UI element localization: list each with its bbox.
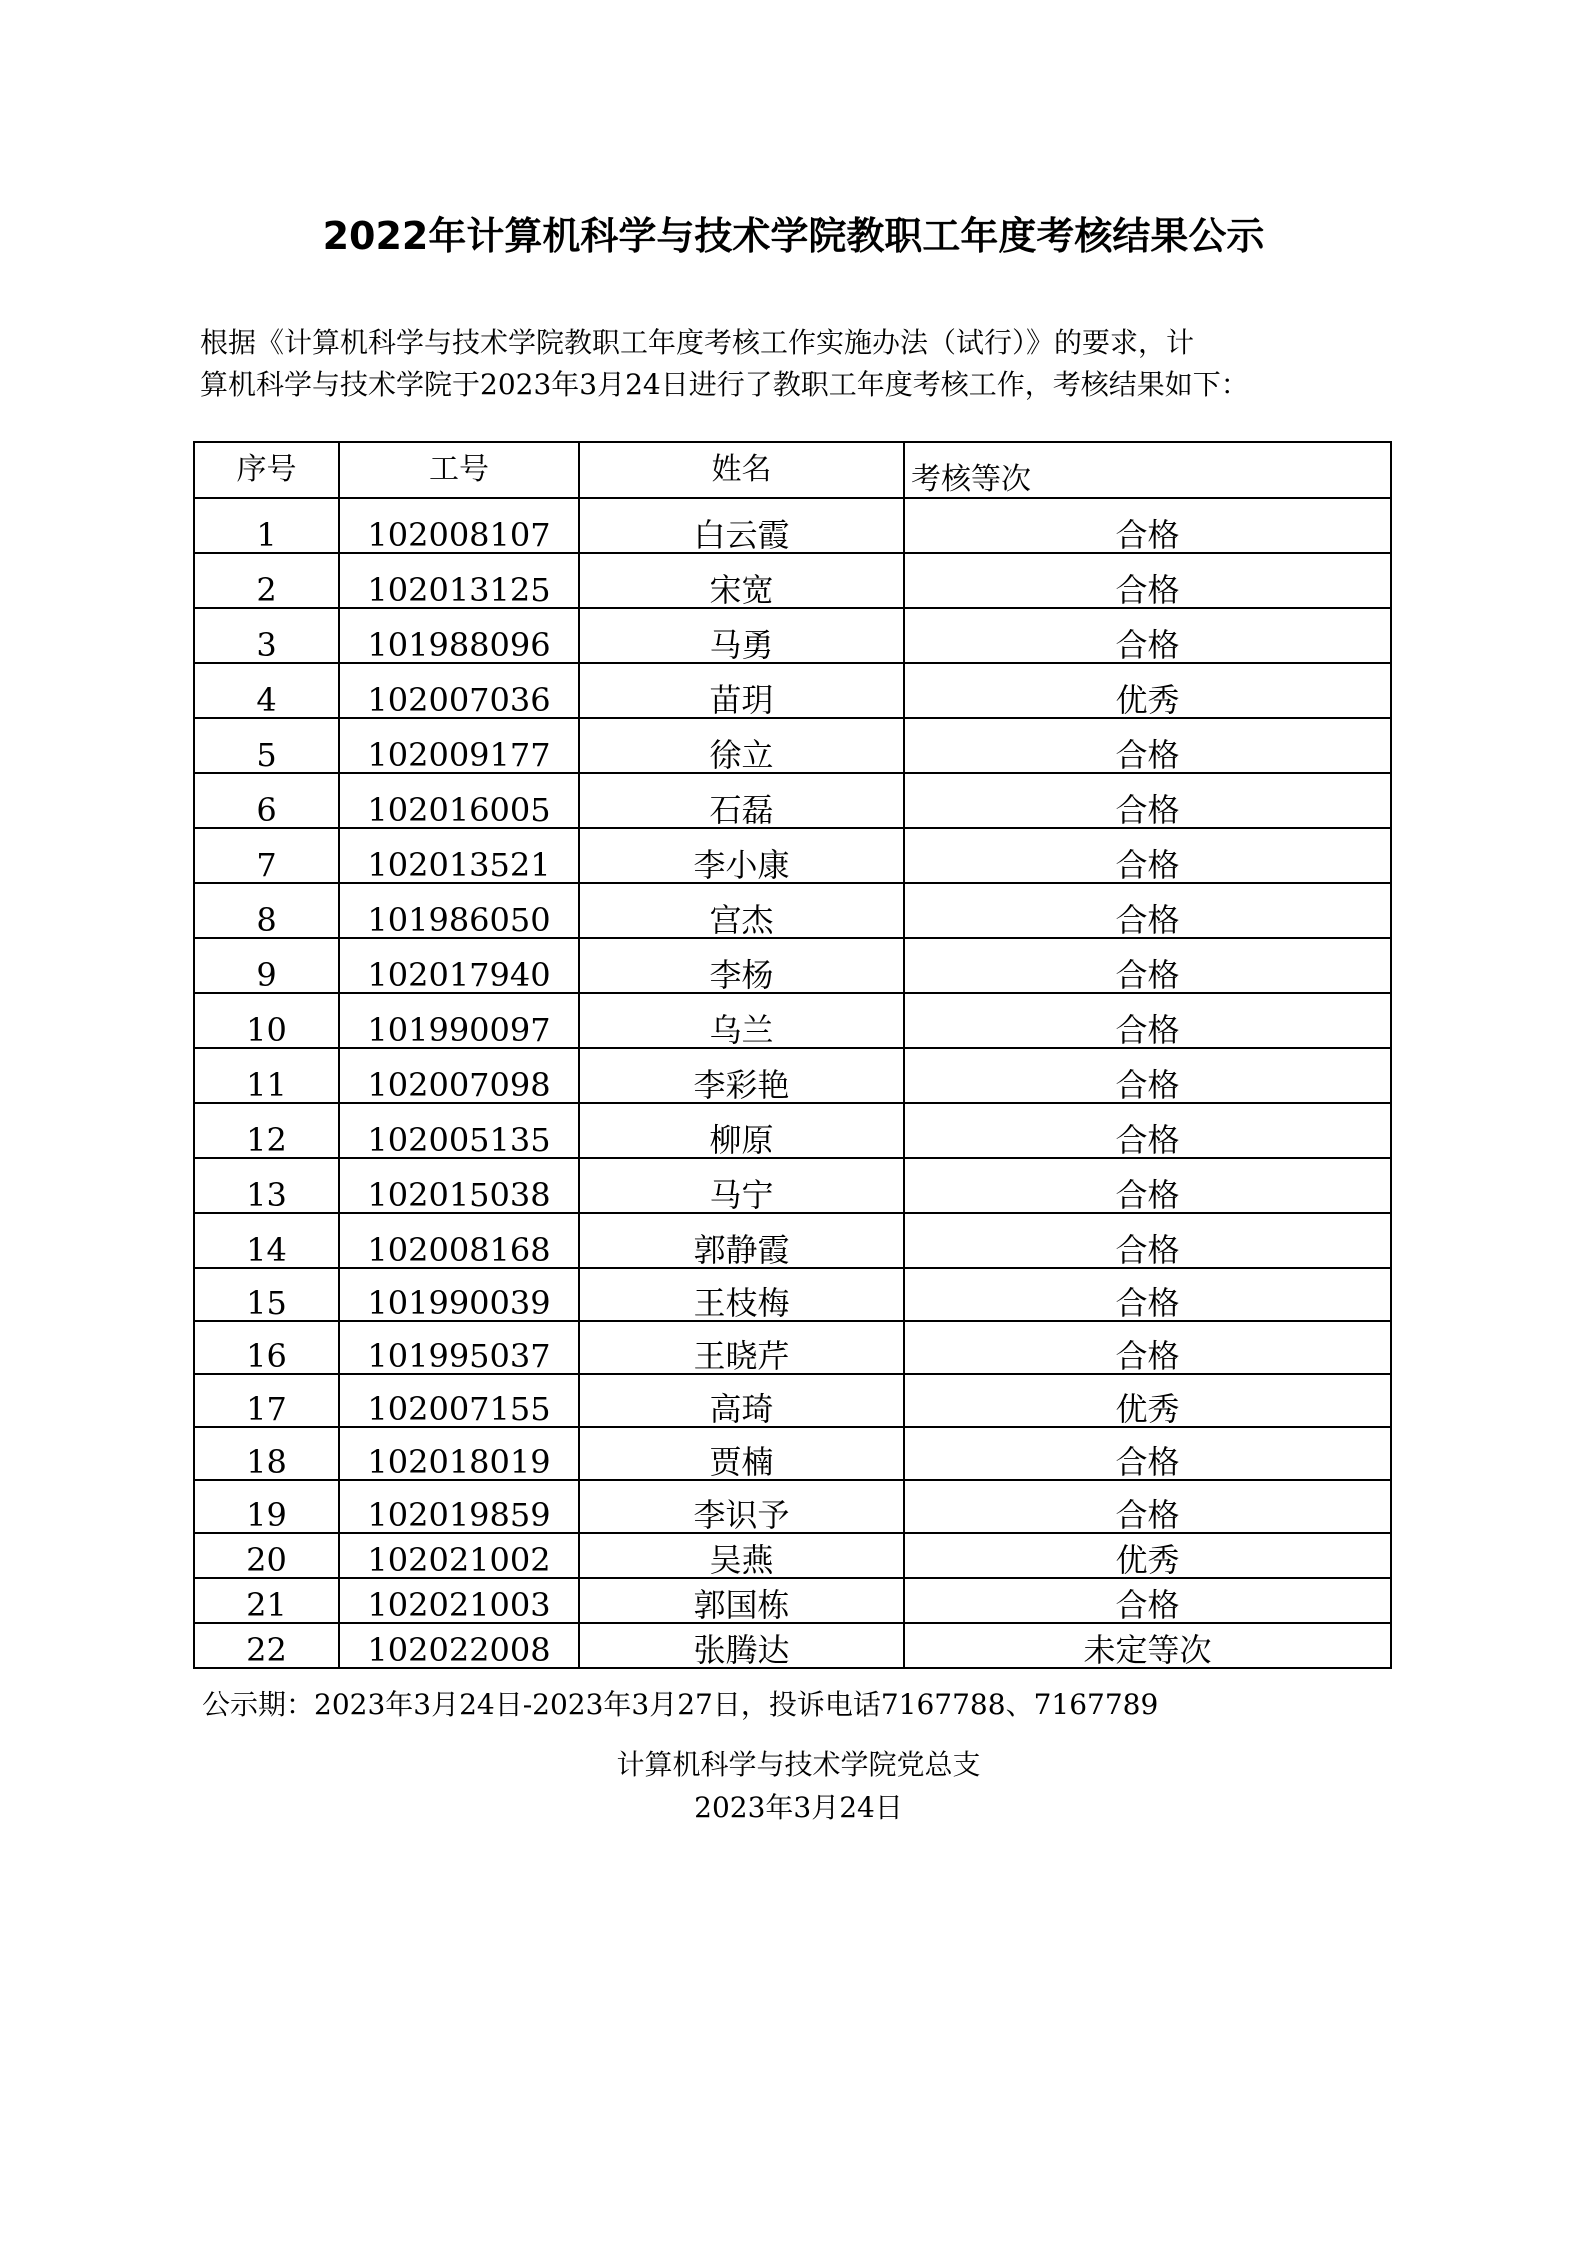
row-staff-id: 101990097 bbox=[339, 993, 579, 1048]
row-index: 22 bbox=[194, 1623, 339, 1668]
row-index: 21 bbox=[194, 1578, 339, 1623]
row-staff-id: 101990039 bbox=[339, 1268, 579, 1321]
row-name: 乌兰 bbox=[579, 993, 904, 1048]
row-staff-id: 102013125 bbox=[339, 553, 579, 608]
row-name: 李杨 bbox=[579, 938, 904, 993]
row-grade: 合格 bbox=[904, 1427, 1391, 1480]
row-grade: 合格 bbox=[904, 1321, 1391, 1374]
row-index: 19 bbox=[194, 1480, 339, 1533]
row-grade: 合格 bbox=[904, 1578, 1391, 1623]
row-staff-id: 102018019 bbox=[339, 1427, 579, 1480]
intro-line-1: 根据《计算机科学与技术学院教职工年度考核工作实施办法（试行）》的要求，计 bbox=[200, 326, 1195, 359]
table-header-row bbox=[194, 442, 1391, 498]
row-index: 4 bbox=[194, 663, 339, 718]
row-index: 6 bbox=[194, 773, 339, 828]
table-row bbox=[194, 773, 1391, 828]
table-row bbox=[194, 993, 1391, 1048]
row-grade: 合格 bbox=[904, 608, 1391, 663]
row-staff-id: 101986050 bbox=[339, 883, 579, 938]
row-name: 马勇 bbox=[579, 608, 904, 663]
row-staff-id: 102008168 bbox=[339, 1213, 579, 1268]
row-staff-id: 102008107 bbox=[339, 498, 579, 553]
row-grade: 合格 bbox=[904, 1268, 1391, 1321]
table-row bbox=[194, 828, 1391, 883]
row-staff-id: 102022008 bbox=[339, 1623, 579, 1668]
table-row bbox=[194, 718, 1391, 773]
row-staff-id: 102015038 bbox=[339, 1158, 579, 1213]
row-index: 3 bbox=[194, 608, 339, 663]
signing-organization: 计算机科学与技术学院党总支 bbox=[616, 1748, 981, 1781]
table-row bbox=[194, 1321, 1391, 1374]
row-name: 徐立 bbox=[579, 718, 904, 773]
table-row bbox=[194, 1048, 1391, 1103]
row-index: 14 bbox=[194, 1213, 339, 1268]
row-name: 宫杰 bbox=[579, 883, 904, 938]
row-name: 李识予 bbox=[579, 1480, 904, 1533]
row-index: 1 bbox=[194, 498, 339, 553]
row-index: 5 bbox=[194, 718, 339, 773]
row-staff-id: 102021002 bbox=[339, 1533, 579, 1578]
row-staff-id: 102016005 bbox=[339, 773, 579, 828]
row-grade: 合格 bbox=[904, 1048, 1391, 1103]
row-name: 柳原 bbox=[579, 1103, 904, 1158]
document-title: 2022年计算机科学与技术学院教职工年度考核结果公示 bbox=[322, 214, 1265, 258]
table-row bbox=[194, 883, 1391, 938]
intro-paragraph bbox=[200, 322, 1380, 406]
row-index: 13 bbox=[194, 1158, 339, 1213]
row-staff-id: 102007098 bbox=[339, 1048, 579, 1103]
row-staff-id: 102009177 bbox=[339, 718, 579, 773]
row-name: 白云霞 bbox=[579, 498, 904, 553]
table-row bbox=[194, 553, 1391, 608]
notice-period: 公示期：2023年3月24日-2023年3月27日，投诉电话7167788、7167789 bbox=[202, 1688, 1159, 1721]
table-row bbox=[194, 938, 1391, 993]
table-row bbox=[194, 1533, 1391, 1578]
row-name: 宋宽 bbox=[579, 553, 904, 608]
table-row bbox=[194, 1578, 1391, 1623]
header-index: 序号 bbox=[194, 442, 339, 498]
row-staff-id: 102017940 bbox=[339, 938, 579, 993]
row-name: 贾楠 bbox=[579, 1427, 904, 1480]
table-row bbox=[194, 1158, 1391, 1213]
row-grade: 合格 bbox=[904, 938, 1391, 993]
row-name: 李彩艳 bbox=[579, 1048, 904, 1103]
row-index: 20 bbox=[194, 1533, 339, 1578]
row-name: 马宁 bbox=[579, 1158, 904, 1213]
row-index: 7 bbox=[194, 828, 339, 883]
row-grade: 合格 bbox=[904, 1213, 1391, 1268]
table-row bbox=[194, 1213, 1391, 1268]
row-grade: 合格 bbox=[904, 718, 1391, 773]
row-index: 10 bbox=[194, 993, 339, 1048]
table-row bbox=[194, 1374, 1391, 1427]
table-row bbox=[194, 608, 1391, 663]
row-grade: 未定等次 bbox=[904, 1623, 1391, 1668]
header-grade: 考核等次 bbox=[904, 442, 1391, 498]
header-name: 姓名 bbox=[579, 442, 904, 498]
table-row bbox=[194, 1623, 1391, 1668]
row-grade: 合格 bbox=[904, 1480, 1391, 1533]
row-grade: 合格 bbox=[904, 1103, 1391, 1158]
row-staff-id: 101995037 bbox=[339, 1321, 579, 1374]
row-grade: 合格 bbox=[904, 1158, 1391, 1213]
table-body bbox=[194, 498, 1391, 1668]
row-index: 9 bbox=[194, 938, 339, 993]
row-name: 石磊 bbox=[579, 773, 904, 828]
row-name: 苗玥 bbox=[579, 663, 904, 718]
row-grade: 合格 bbox=[904, 498, 1391, 553]
row-index: 17 bbox=[194, 1374, 339, 1427]
row-staff-id: 102019859 bbox=[339, 1480, 579, 1533]
row-staff-id: 102013521 bbox=[339, 828, 579, 883]
row-name: 张腾达 bbox=[579, 1623, 904, 1668]
row-staff-id: 102021003 bbox=[339, 1578, 579, 1623]
row-staff-id: 102007155 bbox=[339, 1374, 579, 1427]
row-name: 王枝梅 bbox=[579, 1268, 904, 1321]
row-grade: 合格 bbox=[904, 883, 1391, 938]
row-name: 王晓芹 bbox=[579, 1321, 904, 1374]
row-index: 18 bbox=[194, 1427, 339, 1480]
row-grade: 优秀 bbox=[904, 663, 1391, 718]
row-index: 12 bbox=[194, 1103, 339, 1158]
row-index: 16 bbox=[194, 1321, 339, 1374]
row-name: 高琦 bbox=[579, 1374, 904, 1427]
row-grade: 合格 bbox=[904, 773, 1391, 828]
row-name: 郭国栋 bbox=[579, 1578, 904, 1623]
results-table bbox=[193, 441, 1392, 1669]
row-index: 2 bbox=[194, 553, 339, 608]
row-staff-id: 102005135 bbox=[339, 1103, 579, 1158]
row-grade: 优秀 bbox=[904, 1374, 1391, 1427]
row-index: 8 bbox=[194, 883, 339, 938]
signing-date: 2023年3月24日 bbox=[694, 1791, 903, 1824]
table-row bbox=[194, 1103, 1391, 1158]
table-row bbox=[194, 498, 1391, 553]
table-row bbox=[194, 1480, 1391, 1533]
table-row bbox=[194, 1427, 1391, 1480]
table-row bbox=[194, 663, 1391, 718]
row-name: 李小康 bbox=[579, 828, 904, 883]
row-grade: 合格 bbox=[904, 553, 1391, 608]
row-name: 吴燕 bbox=[579, 1533, 904, 1578]
row-grade: 合格 bbox=[904, 993, 1391, 1048]
row-index: 11 bbox=[194, 1048, 339, 1103]
intro-line-2: 算机科学与技术学院于2023年3月24日进行了教职工年度考核工作，考核结果如下： bbox=[200, 368, 1249, 401]
row-staff-id: 102007036 bbox=[339, 663, 579, 718]
row-grade: 合格 bbox=[904, 828, 1391, 883]
row-staff-id: 101988096 bbox=[339, 608, 579, 663]
table-row bbox=[194, 1268, 1391, 1321]
row-grade: 优秀 bbox=[904, 1533, 1391, 1578]
header-staff-id: 工号 bbox=[339, 442, 579, 498]
row-index: 15 bbox=[194, 1268, 339, 1321]
row-name: 郭静霞 bbox=[579, 1213, 904, 1268]
